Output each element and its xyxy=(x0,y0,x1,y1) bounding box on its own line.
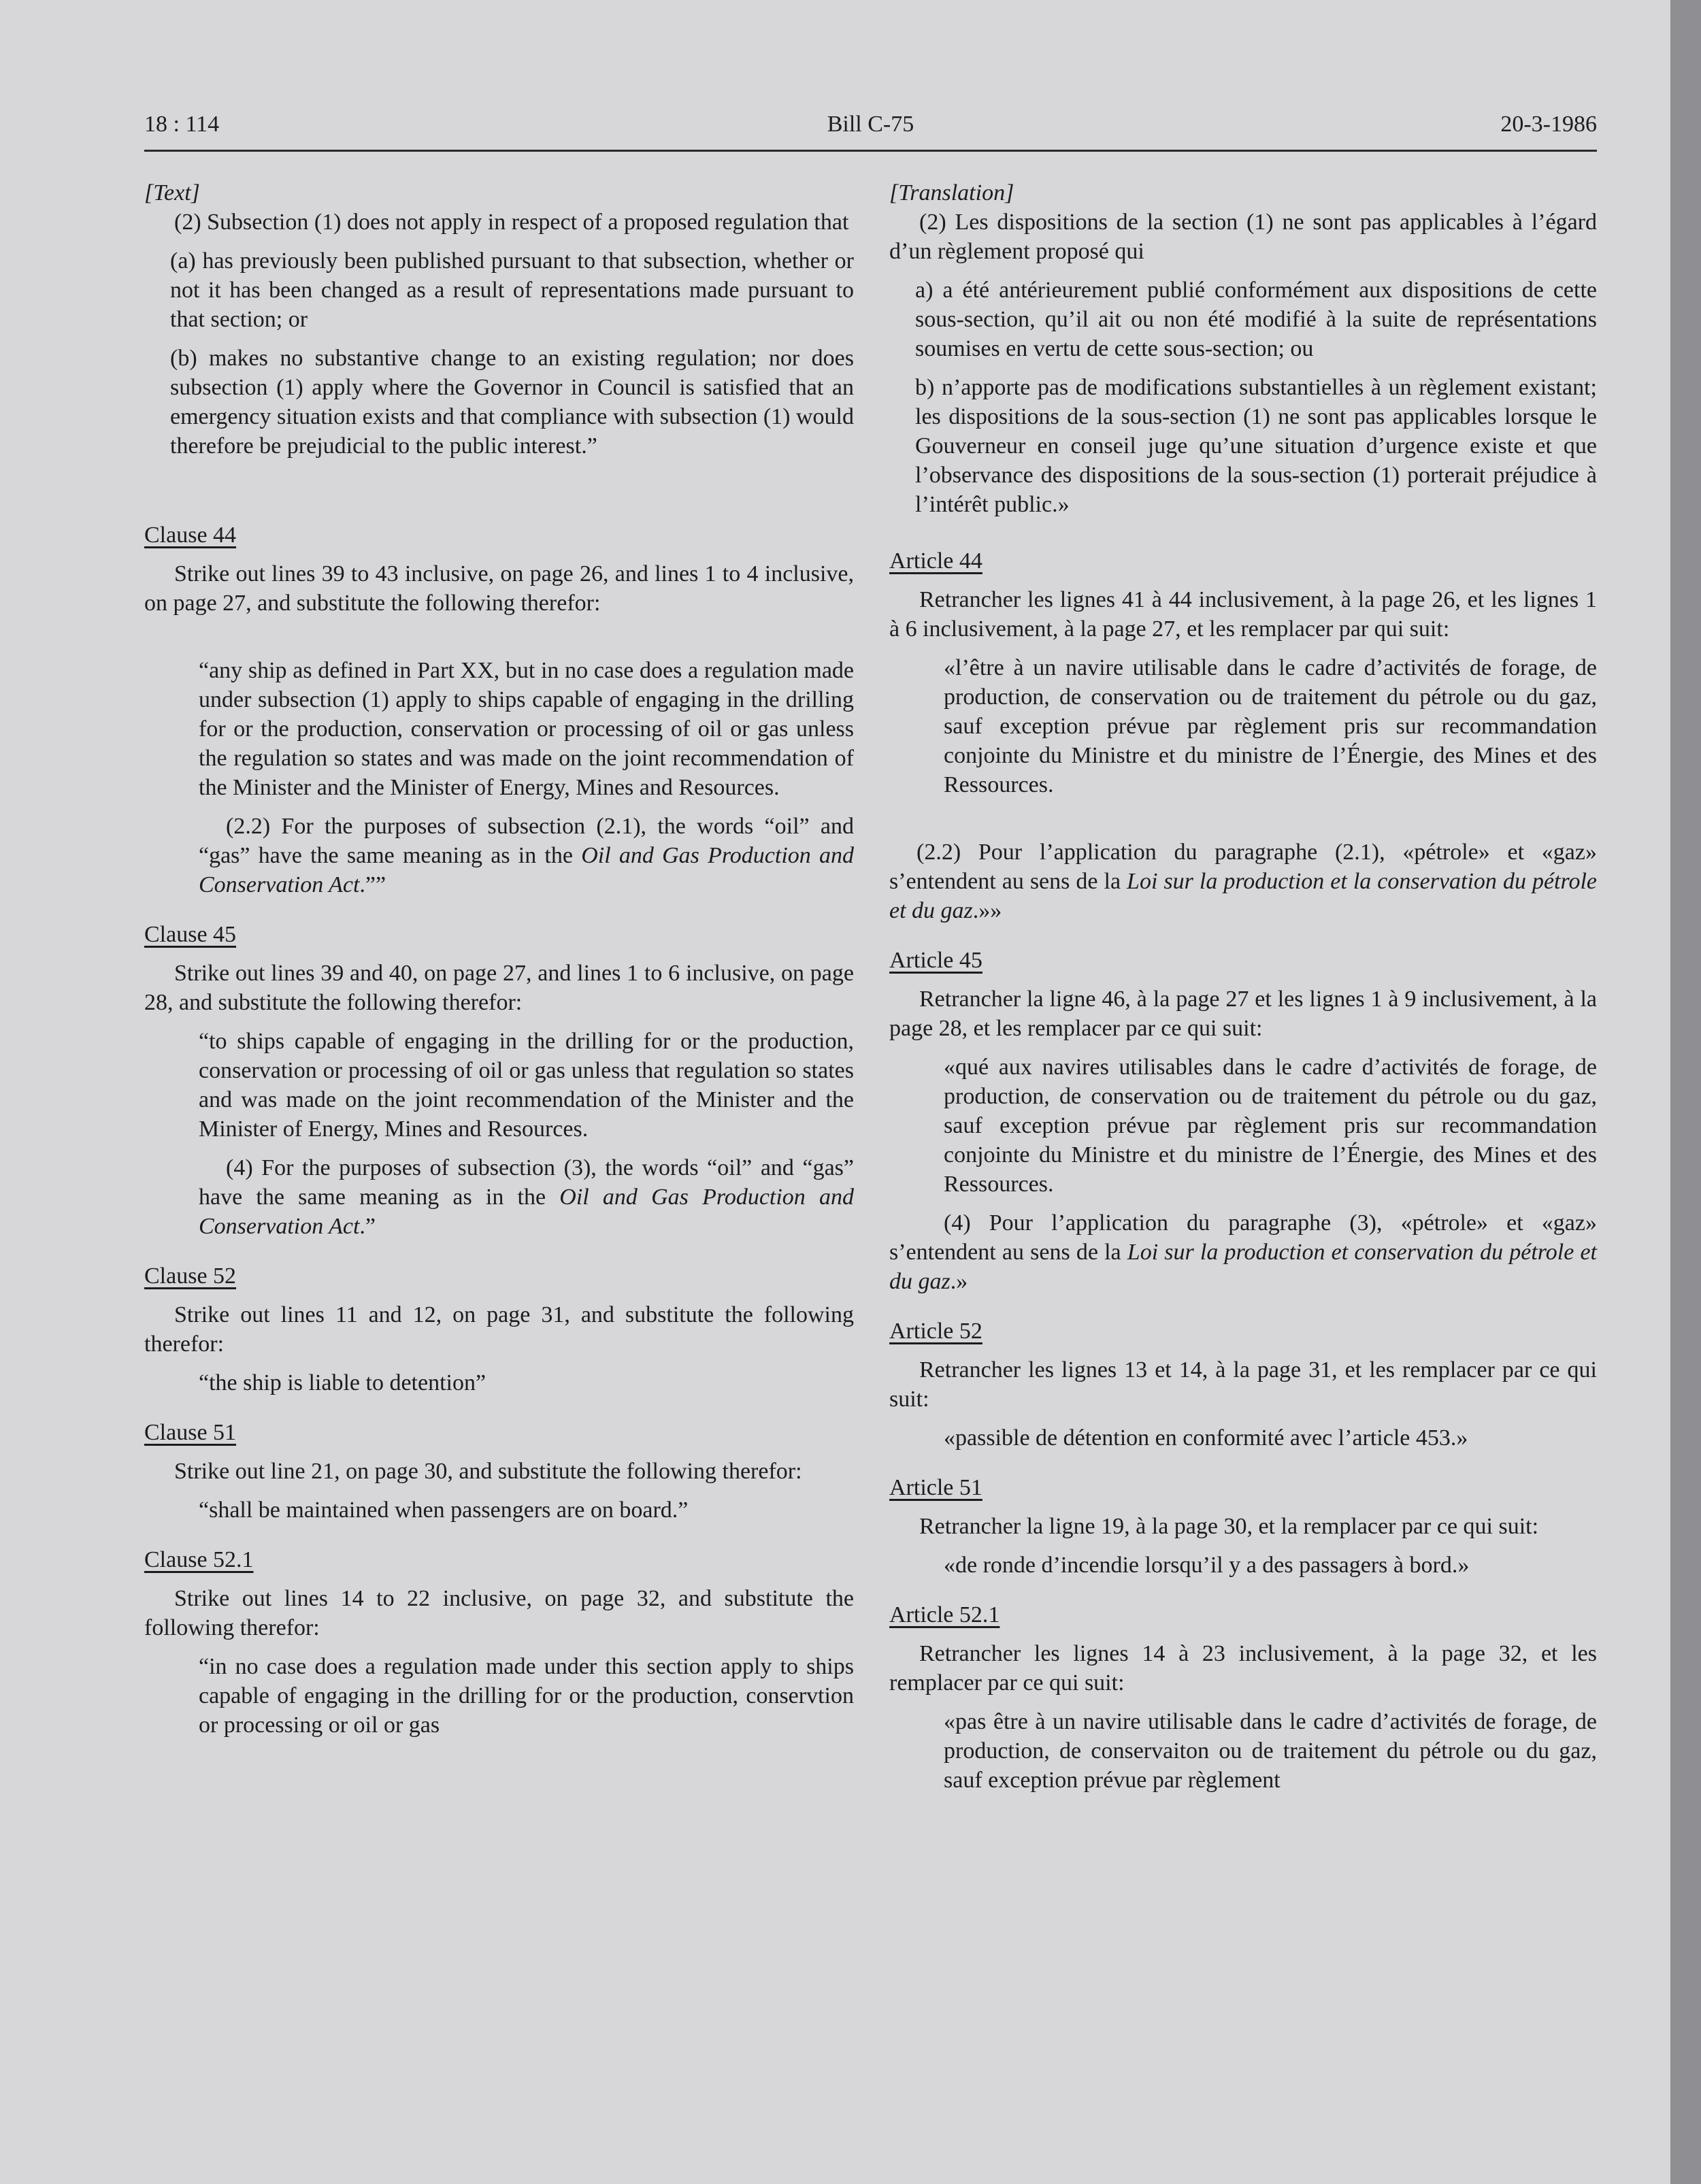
article-44-quote-1: «l’être à un navire utilisable dans le cadre d’activités de forage, de production, de conservation ou de traitement du pétrole ou du gaz, sauf exception prévue par règlement pris sur recommandation conjointe du Ministre et du ministre de l’Énergie, des Mines et des Ressources. xyxy=(944,655,1597,797)
act-title: Loi sur la production et conservation du pétrole et du gaz xyxy=(889,1240,1597,1294)
clause-44-heading: Clause 44 xyxy=(144,523,237,548)
item-b: b) n’apporte pas de modifications substantielles à un règlement existant; les dispositions de la sous-section (1) ne sont pas applicables lorsque le Gouverneur en conseil juge qu’une situation d’urgence existe et que l’observance des dispositions de la sous-section (1) porterait préjudice à l’intérêt public.» xyxy=(915,375,1597,517)
clause-44-quote-2: (2.2) For the purposes of subsection (2.1), the words “oil” and “gas” have the same meaning as in the Oil and Gas Production and Conservation Act.”” xyxy=(199,814,854,897)
clause-52-instruction: Strike out lines 11 and 12, on page 31, and substitute the following therefor: xyxy=(144,1302,854,1357)
translation-tag: [Translation] xyxy=(889,180,1014,205)
page-header xyxy=(144,109,1597,152)
clause-45-heading: Clause 45 xyxy=(144,922,237,947)
page-reference: 18 : 114 xyxy=(144,112,220,137)
clause-52-1-instruction: Strike out lines 14 to 22 inclusive, on page 32, and substitute the following therefor: xyxy=(144,1586,854,1640)
clause-44-quote-1: “any ship as defined in Part XX, but in no case does a regulation made under subsection (1) apply to ships capable of engaging in the drilling for or the production, conservation or processing of oil or gas unless the regulation so states and was made on the joint recommendation of the Minister and the Minister of Energy, Mines and Resources. xyxy=(199,658,854,800)
bill-title: Bill C-75 xyxy=(827,112,914,137)
text-tag: [Text] xyxy=(144,180,200,205)
french-column xyxy=(889,178,1597,1795)
article-45-heading: Article 45 xyxy=(889,948,982,973)
article-51-instruction: Retrancher la ligne 19, à la page 30, et la remplacer par ce qui suit: xyxy=(919,1514,1539,1539)
act-title: Oil and Gas Production and Conservation Act xyxy=(199,1185,854,1239)
clause-51-quote: “shall be maintained when passengers are on board.” xyxy=(199,1498,689,1523)
header-date: 20-3-1986 xyxy=(1500,112,1597,137)
article-51-heading: Article 51 xyxy=(889,1475,982,1500)
article-52-instruction: Retrancher les lignes 13 et 14, à la page 31, et les remplacer par ce qui suit: xyxy=(889,1357,1597,1412)
article-44-instruction: Retrancher les lignes 41 à 44 inclusivement, à la page 26, et les lignes 1 à 6 inclusivement, à la page 27, et les remplacer par qui suit: xyxy=(889,587,1597,642)
item-a: a) a été antérieurement publié conformément aux dispositions de cette sous-section, qu’il ait ou non été modifié à la suite de représentations soumises en vertu de cette sous-section; ou xyxy=(915,278,1597,361)
clause-51-heading: Clause 51 xyxy=(144,1420,237,1445)
english-column xyxy=(144,178,854,1740)
article-52-heading: Article 52 xyxy=(889,1319,982,1344)
clause-45-instruction: Strike out lines 39 and 40, on page 27, and lines 1 to 6 inclusive, on page 28, and substitute the following therefor: xyxy=(144,961,854,1015)
page-edge-shadow xyxy=(1670,0,1701,2184)
clause-44-instruction: Strike out lines 39 to 43 inclusive, on page 26, and lines 1 to 4 inclusive, on page 27, and substitute the following therefor: xyxy=(144,561,854,616)
clause-51-instruction: Strike out line 21, on page 30, and substitute the following therefor: xyxy=(174,1459,802,1484)
clause-52-1-quote: “in no case does a regulation made under this section apply to ships capable of engaging in the drilling for or the production, conservtion or processing or oil or gas xyxy=(199,1654,854,1738)
subsection-2-paragraph: (2) Subsection (1) does not apply in respect of a proposed regulation that xyxy=(174,210,849,235)
section-2-paragraph: (2) Les dispositions de la section (1) ne sont pas applicables à l’égard d’un règlement proposé qui xyxy=(889,210,1597,264)
article-52-quote: «passible de détention en conformité avec l’article 453.» xyxy=(944,1425,1468,1451)
article-44-heading: Article 44 xyxy=(889,548,982,574)
act-title: Loi sur la production et la conservation du pétrole et du gaz xyxy=(889,869,1597,923)
clause-52-1-heading: Clause 52.1 xyxy=(144,1547,254,1572)
clause-52-quote: “the ship is liable to detention” xyxy=(199,1370,486,1395)
item-b: (b) makes no substantive change to an existing regulation; nor does subsection (1) apply where the Governor in Council is satisfied that an emergency situation exists and that compliance with subsection (1) would therefore be prejudicial to the public interest.” xyxy=(170,346,854,459)
article-45-instruction: Retrancher la ligne 46, à la page 27 et les lignes 1 à 9 inclusivement, à la page 28, et les remplacer par ce qui suit: xyxy=(889,987,1597,1041)
article-45-quote-2: (4) Pour l’application du paragraphe (3), «pétrole» et «gaz» s’entendent au sens de la Loi sur la production et conservation du pétrole et du gaz.» xyxy=(889,1210,1597,1294)
article-52-1-instruction: Retrancher les lignes 14 à 23 inclusivement, à la page 32, et les remplacer par ce qui suit: xyxy=(889,1641,1597,1695)
clause-45-quote-2: (4) For the purposes of subsection (3), the words “oil” and “gas” have the same meaning as in the Oil and Gas Production and Conservation Act.” xyxy=(199,1155,854,1239)
clause-52-heading: Clause 52 xyxy=(144,1263,237,1289)
article-45-quote-1: «qué aux navires utilisables dans le cadre d’activités de forage, de production, de conservation ou de traitement du pétrole ou du gaz, sauf exception prévue par règlement pris sur recommandation conjointe du Ministre et du ministre de l’Énergie, des Mines et des Ressources. xyxy=(944,1055,1597,1197)
article-44-quote-2: (2.2) Pour l’application du paragraphe (2.1), «pétrole» et «gaz» s’entendent au sens de la Loi sur la production et la conservation du pétrole et du gaz.»» xyxy=(889,840,1597,923)
article-52-1-heading: Article 52.1 xyxy=(889,1602,1000,1627)
item-a: (a) has previously been published pursuant to that subsection, whether or not it has been changed as a result of representations made pursuant to that section; or xyxy=(170,248,854,332)
clause-45-quote-1: “to ships capable of engaging in the drilling for or the production, conservation or processing of oil or gas unless that regulation so states and was made on the joint recommendation of the Minister and the Minister of Energy, Mines and Resources. xyxy=(199,1029,854,1142)
article-52-1-quote: «pas être à un navire utilisable dans le cadre d’activités de forage, de production, de conservaiton ou de traitement du pétrole ou du gaz, sauf exception prévue par règlement xyxy=(944,1709,1597,1793)
article-51-quote: «de ronde d’incendie lorsqu’il y a des passagers à bord.» xyxy=(944,1553,1470,1578)
act-title: Oil and Gas Production and Conservation Act xyxy=(199,843,854,897)
